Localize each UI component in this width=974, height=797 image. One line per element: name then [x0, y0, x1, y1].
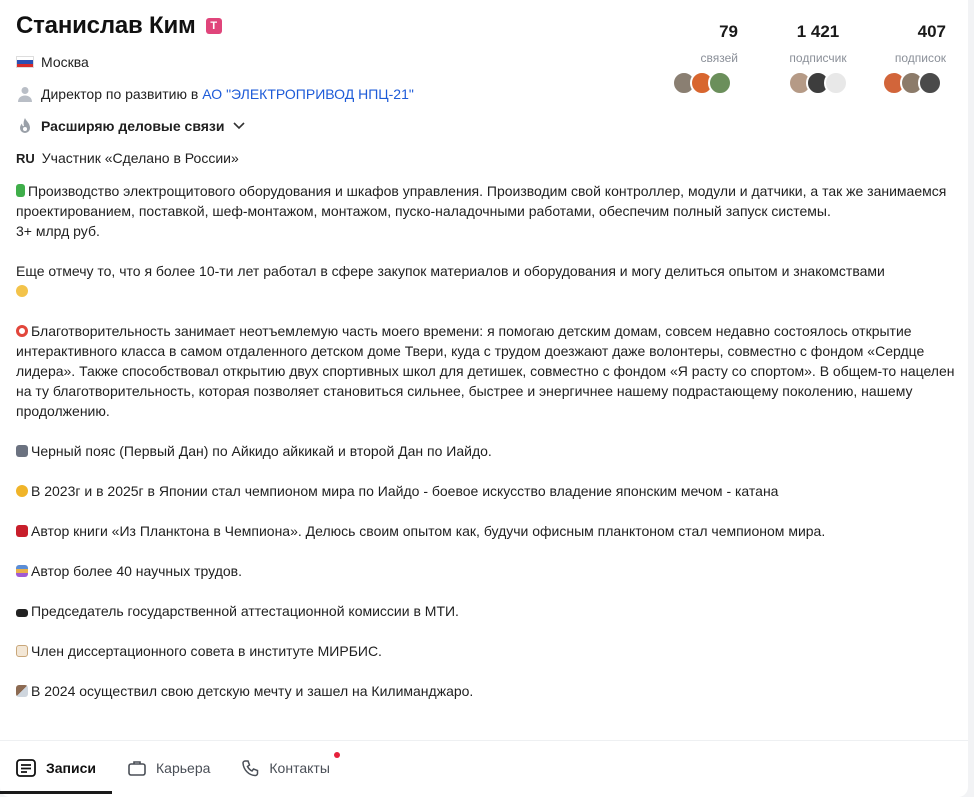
person-icon	[16, 86, 34, 102]
verified-badge-icon[interactable]: T	[206, 18, 222, 34]
lifebuoy-icon	[16, 325, 28, 337]
avatar[interactable]	[918, 71, 942, 95]
company-link[interactable]: АО "ЭЛЕКТРОПРИВОД НПЦ-21"	[202, 86, 414, 102]
about-section	[16, 181, 956, 701]
tab-contacts[interactable]	[226, 741, 345, 795]
medal-icon	[16, 485, 28, 497]
followers-avatars[interactable]	[788, 71, 848, 95]
program-row	[16, 150, 239, 166]
about-paragraph: Автор книги «Из Планктона в Чемпиона». Делюсь своим опытом как, будучи офисным планктоном стал чемпионом мира.	[16, 521, 956, 541]
about-paragraph: Председатель государственной аттестационной комиссии в МТИ.	[16, 601, 956, 621]
stat-following-label: подписок	[894, 51, 946, 65]
about-paragraph: Благотворительность занимает неотъемлемую часть моего времени: я помогаю детским домам, совсем недавно состоялось открытие интерактивного класса в самом отдаленного детском доме Твери, куда с трудом доезжают даже волонтеры, совместно с фондом «Сердце лидера». Также способствовал открытию двух спортивных школ для детишек, совместно с фондом «Я расту со спортом». В общем-то нацелен на ту благотворительность, которая позволяет становиться сильнее, быстрее и энергичнее нашему подрастающему поколению, нашему продолжению.	[16, 323, 955, 419]
tab-career[interactable]	[112, 741, 226, 795]
notification-dot	[334, 752, 340, 758]
stat-connections-value: 79	[719, 22, 738, 41]
position-row	[16, 86, 414, 102]
stat-followers-value: 1 421	[796, 22, 840, 41]
mountain-icon	[16, 685, 28, 697]
program-text: Участник «Сделано в России»	[41, 150, 239, 166]
profile-name: Станислав Ким	[16, 12, 196, 39]
chevron-down-icon[interactable]	[233, 122, 245, 130]
martial-arts-icon	[16, 445, 28, 457]
russia-flag-icon	[16, 56, 34, 68]
flame-icon	[16, 118, 34, 134]
profile-name-row	[16, 12, 222, 40]
position-text: Директор по развитию в	[41, 86, 199, 102]
avatar[interactable]	[824, 71, 848, 95]
tab-contacts-label: Контакты	[269, 760, 330, 776]
phone-icon	[242, 760, 259, 777]
goal-row[interactable]	[16, 118, 245, 134]
stat-followers-label: подписчик	[789, 51, 847, 65]
about-paragraph: В 2023г и в 2025г в Японии стал чемпионом мира по Иайдо - боевое искусство владение японским мечом - катана	[16, 481, 956, 501]
book-icon	[16, 525, 28, 537]
clipboard-icon	[16, 645, 28, 657]
stat-following-value: 407	[917, 22, 946, 41]
stat-connections[interactable]	[672, 22, 780, 95]
city-row	[16, 54, 89, 70]
stat-connections-label: связей	[700, 51, 738, 65]
goal-text: Расширяю деловые связи	[41, 118, 225, 134]
handshake-icon	[16, 285, 28, 297]
connections-avatars[interactable]	[672, 71, 732, 95]
tab-posts[interactable]	[0, 741, 112, 794]
books-icon	[16, 565, 28, 577]
posts-icon	[16, 759, 36, 777]
about-paragraph: Автор более 40 научных трудов.	[16, 561, 956, 581]
about-paragraph: Еще отмечу то, что я более 10-ти лет работал в сфере закупок материалов и оборудования и могу делиться опытом и знакомствами	[16, 261, 956, 301]
tab-posts-label: Записи	[46, 759, 97, 776]
program-tag: RU	[16, 150, 35, 166]
avatar[interactable]	[708, 71, 732, 95]
stat-following[interactable]	[878, 22, 958, 95]
about-paragraph: Член диссертационного совета в институте МИРБИС.	[16, 641, 956, 661]
about-paragraph: Производство электрощитового оборудования и шкафов управления. Производим свой контроллер, модули и датчики, а так же занимаемся проектированием, поставкой, шеф-монтажом, монтажом, пуско-наладочными работами, обеспечим полный запуск системы. 3+ млрд руб.	[16, 183, 947, 239]
following-avatars[interactable]	[882, 71, 942, 95]
battery-icon	[16, 184, 25, 197]
about-paragraph: Черный пояс (Первый Дан) по Айкидо айкикай и второй Дан по Иайдо.	[16, 441, 956, 461]
profile-tabs	[0, 740, 968, 797]
graduation-cap-icon	[16, 609, 28, 617]
about-paragraph: В 2024 осуществил свою детскую мечту и зашел на Килиманджаро.	[16, 681, 956, 701]
tab-career-label: Карьера	[156, 760, 211, 776]
briefcase-icon	[128, 760, 146, 776]
city-text: Москва	[41, 54, 89, 70]
stat-followers[interactable]	[772, 22, 864, 95]
